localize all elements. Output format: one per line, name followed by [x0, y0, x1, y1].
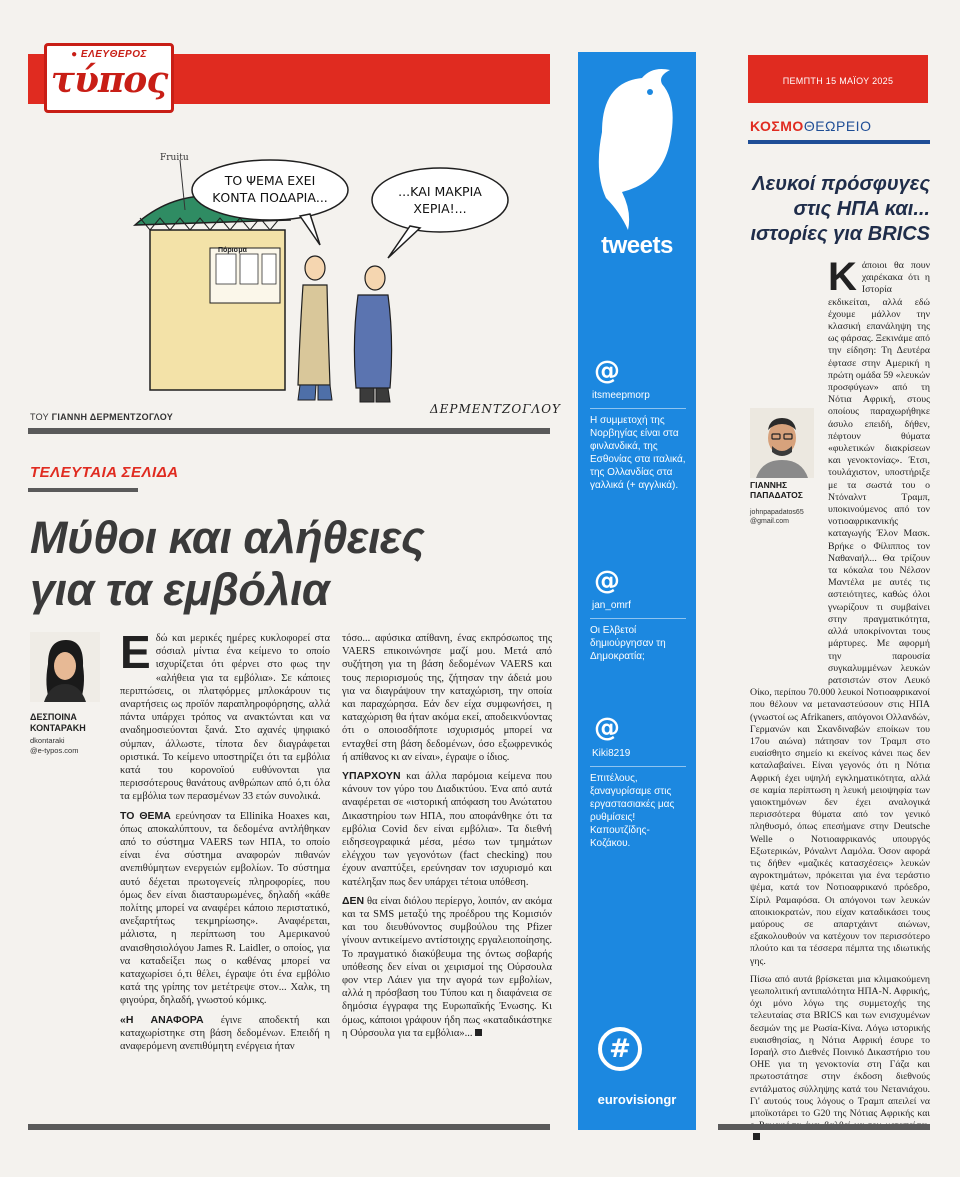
author-email-domain: @e-typos.com	[30, 746, 79, 755]
section-label: ΤΕΛΕΥΤΑΙΑ ΣΕΛΙΔΑ	[30, 464, 179, 481]
right-author-first-name: ΓΙΑΝΝΗΣ	[750, 480, 788, 490]
tweet-divider	[590, 408, 686, 409]
author-photo	[30, 632, 100, 702]
tweets-title: tweets	[601, 232, 673, 259]
bubble-right-line1: ...ΚΑΙ ΜΑΚΡΙΑ	[398, 184, 482, 199]
right-headline-line2: στις ΗΠΑ και...	[793, 198, 930, 220]
article-paragraph	[342, 770, 552, 889]
kiosk-sign-text: Πόρισμα	[218, 247, 247, 254]
tweet-handle-3[interactable]: Kiki8219	[592, 748, 631, 759]
bubble-left-line1: ΤΟ ΨΕΜΑ ΕΧΕΙ	[224, 173, 316, 188]
at-icon: @	[594, 356, 620, 386]
author-first-name: ΔΕΣΠΟΙΝΑ	[30, 712, 77, 722]
tweet-handle-1[interactable]: itsmeepmorp	[592, 390, 650, 401]
author-email-user: dkontaraki	[30, 736, 65, 745]
right-author-name	[750, 480, 820, 500]
tweet-text-2: Οι Ελβετοί δημιούργησαν τη Δημοκρατία;	[590, 625, 666, 662]
twitter-bird-icon	[592, 62, 682, 232]
bottom-rule-left	[28, 1124, 550, 1130]
right-author-photo	[750, 408, 814, 478]
editorial-cartoon	[120, 130, 560, 410]
article-paragraph	[120, 1014, 330, 1054]
issue-date: ΠΕΜΠΤΗ 15 ΜΑΪΟΥ 2025	[782, 76, 894, 86]
newspaper-logo[interactable]	[44, 43, 174, 113]
tweet-text-1: Η συμμετοχή της Νορβηγίας είναι στα φινλανδικά, της Εσθονίας στα ιταλικά, της Ολλανδίας στα γαλλικά (+ αγγλικά).	[590, 415, 686, 491]
section-title-part1: ΚΟΣΜΟ	[750, 118, 804, 134]
right-author-email[interactable]	[750, 508, 820, 526]
right-author-email-user: johnpapadatos65	[750, 509, 804, 516]
author-email[interactable]	[30, 736, 118, 756]
headline-line1: Μύθοι και αλήθειες	[30, 512, 425, 563]
right-dropcap: Κ	[828, 255, 857, 299]
at-icon: @	[594, 566, 620, 596]
paragraph-text: δώ και μερικές ημέρες κυκλοφορεί στα σόσιαλ μίντια ένα κείμενο το οποίο ισχυρίζεται ότι φέρνει στο φως την «αλήθεια για τα εμβόλια». Σε κάποιες περιπτώσεις, οι πλατφόρμες μπλοκάρουν τις αναρτήσεις ως προϊόν παραπληροφόρησης, αλλά πάντα υπάρχει τρόπος να ανακτώνται και να αναδημοσιεύονται ξανά. Στο αχανές ψηφιακό σύμπαν, άλλωστε, τίποτα δεν διαγράφεται οριστικά. Το κείμενο υποστηρίζει ότι τα εμβόλια κατά του κορονοϊού ευθύνονται για περισσότερους θανάτους ανθρώπων από ό,τι όλα τα εμβόλια των περασμένων 33 ετών συνολικά.	[120, 633, 330, 803]
paragraph-text: τόσο... αφύσικα απίθανη, ένας εκπρόσωπος της VAERS επικοινώνησε μαζί μου. Μετά από συζήτηση για τη βάση δεδομένων VAERS και τους περιορισμούς της, ζήτησαν την άδειά μου για να διαγράψουν την καταχώριση, την οποία και παραχώρησα. Εάν δεν είχα συμφωνήσει, η καταχώριση θα ήταν ακόμα εκεί, αποδεικνύοντας ότι ο οποιοσδήποτε ισχυρισμός μπορεί να ενταχθεί στη βάση δεδομένων, όσο εξωφρενικός ή απίθανος κι αν είναι», έγραψε ο ίδιος.	[342, 633, 552, 763]
right-headline-line3: ιστορίες για BRICS	[750, 223, 930, 245]
paragraph-text: και άλλα παρόμοια κείμενα που κάνουν τον γύρο του Διαδικτύου. Ένα από αυτά αναφέρεται σε «ιστορική απόφαση του Ανώτατου Δικαστηρίου των ΗΠΑ, που αποφάνθηκε ότι τα εμβόλια Covid δεν είναι εμβόλια». Τα διεθνή ειδησεογραφικά μέσα, μέσω των τμημάτων ελέγχου των γεγονότων (fact checking) που έχουν αναπτύξει, ερεύνησαν τον ισχυρισμό και κατέληξαν πως δεν υπάρχει τέτοια υπόθεση.	[342, 771, 552, 888]
article-paragraph	[120, 626, 330, 804]
author-last-name: ΚΟΝΤΑΡΑΚΗ	[30, 723, 86, 733]
right-author-last-name: ΠΑΠΑΔΑΤΟΣ	[750, 490, 803, 500]
article-column-2	[342, 632, 552, 1046]
logo-small-text: ● ΕΛΕΥΘΕΡΟΣ	[71, 49, 147, 60]
article-column-1	[120, 626, 331, 1053]
section-divider	[28, 428, 550, 434]
section-title-part2: ΘΕΩΡΕΙΟ	[803, 118, 872, 134]
tweet-divider	[590, 618, 686, 619]
article-paragraph	[342, 895, 552, 1040]
bubble-left-line2: ΚΟΝΤΑ ΠΟΔΑΡΙΑ...	[212, 190, 328, 205]
logo-big-text: τύπος	[50, 59, 168, 101]
author-name	[30, 712, 118, 734]
tweet-divider	[590, 766, 686, 767]
article-dropcap: Ε	[120, 626, 151, 678]
article-paragraph	[342, 632, 552, 764]
bottom-rule-right	[718, 1124, 930, 1130]
byline-prefix: ΤΟΥ	[30, 412, 49, 422]
cartoon-byline	[30, 412, 173, 422]
bubble-right-line2: ΧΕΡΙΑ!...	[413, 201, 467, 216]
tweets-column	[578, 52, 696, 1130]
kiosk-roof-text: Fruitu	[160, 153, 189, 163]
section-underline	[28, 488, 138, 492]
section-underline-blue	[748, 140, 930, 144]
right-author-email-domain: @gmail.com	[750, 518, 790, 525]
paragraph-lead: «Η ΑΝΑΦΟΡΑ	[120, 1013, 204, 1026]
paragraph-text: θα είναι διόλου περίεργο, λοιπόν, αν ακόμα και τα SMS μεταξύ της προέδρου της Κομισιόν και του διευθύνοντος συμβούλου της Pfizer γίνουν αντικείμενο αντίστοιχης εργαλειοποίησης. Το πραγματικό διακύβευμα της όντως σοβαρής υπόθεσης δεν είναι οι χειρισμοί της Ούρσουλα φον ντερ Λάιεν για την αγορά των εμβολίων, αλλά η πρόσβαση του Τύπου και η διαφάνεια σε δημόσια έγγραφα της Ευρωπαϊκής Ένωσης. Κι όμως, κάποιοι γράφουν ήδη πως «καταδικάστηκε η Ούρσουλα για τα εμβόλια»...	[342, 895, 552, 1039]
paragraph-lead: ΥΠΑΡΧΟΥΝ	[342, 770, 401, 783]
paragraph-text: έγινε αποδεκτή και καταχωρίστηκε στη βάση δεδομένων. Επειδή η αναφερόμενη ανεπιθύμητη ενέργεια ήταν	[120, 1014, 331, 1053]
section-title-kosmotheoreio	[750, 118, 871, 134]
paragraph-text: άποιοι θα πουν χαιρέκακα ότι η Ιστορία εκδικείται, αλλά εδώ έχουμε μάλλον την κλασική επανάληψη της ως φάρσας. Ξεκινάμε από την είδηση: Τη Δευτέρα έφτασε στην Αμερική η πρώτη ομάδα 59 «λευκών προσφύγων» από τη Νότια Αφρική, στους οποίους παραχωρήθηκε άσυλο επειδή, δήθεν, πέφτουν θύματα «φυλετικών διακρίσεων και γενοκτονίας». Έτσι, τουλάχιστον, υποστήριξε με τα σωστά του ο Ντόναλντ Τραμπ, υποκινούμενος από τον νοτιοαφρικανικής καταγωγής Έλον Μασκ. Βρήκε ο Φίλιππος τον Ναθαναήλ... Θα τρίζουν τα κόκαλα του Νέλσον Μαντέλα με αυτές τις αστειότητες, καθώς όλοι γνωρίζουν τι συμβαίνει στην πραγματικότητα, αλλά υποκρίνονται τους μάρτυρες. Με αφορμή την παρουσία συγκαλυμμένων λευκών ρατσιστών στον Λευκό Οίκο, περίπου 70.000 λευκοί Νοτιοαφρικανοί που θέλουν να μεταναστεύσουν στις ΗΠΑ (γνωστοί ως Afrikaners, απόγονοι Ολλανδών, Γερμανών και Σκανδιναβών εποίκων του 17ου αιώνα) πάτησαν τον Τραμπ στο ευαίσθητο σημείο κι εκείνος κάνει πως δεν καταλαβαίνει. Είναι γεγονός ότι η Νότια Αφρική έχει υψηλή εγκληματικότητα, αλλά σε καμία περίπτωση η λευκή μειοψηφία των γαιοκτημόνων δεν έχει αναλογικά περισσότερα θύματα από τον γενικό πληθυσμό, όπως επεσήμανε στην Deutsche Welle ο Νοτιοαφρικανός υπουργός Εξωτερικών, Ρόναλντ Λαμόλα. Όσον αφορά τις δήθεν «μαζικές κατασχέσεις» λευκών αγροκτημάτων, πρόκειται για ένα τεράστιο ψέμα, κατά τον Νοτιοαφρικανό πρόεδρο, Σίριλ Ραμαφόσα. Οι απόγονοι των λευκών αποικιοκρατών, που είχαν καταδικάσει τους μαύρους σε απαρτχάιντ αιώνων, εξακολουθούν να κατέχουν τον περισσότερο πλούτο και τα τέσσερα πέμπτα της ιδιωτικής γης.	[750, 260, 930, 967]
paragraph-text: ερεύνησαν τα Ellinika Hoaxes και, όπως αποκαλύπτουν, τα δεδομένα αντλήθηκαν από το σύστημα VAERS των ΗΠΑ, το οποίο είναι ένα σύστημα αναφορών πιθανών ανεπιθύμητων ενεργειών εμβολίων. Το σύστημα αυτό δέχεται πρωτογενείς πληροφορίες, που όμως δεν είναι διασταυρωμένες, δηλαδή «κάθε πολίτης μπορεί να αναφέρει κάποιο περιστατικό, ανεξαρτήτως τεκμηρίωσης». Αναφέρεται, μάλιστα, η περίπτωση του Αμερικανού αναισθησιολόγου James R. Laidler, ο οποίος, για να καταδείξει πως ο καθένας μπορεί να καταχωρίσει ό,τι θέλει, έγραψε ότι ένα εμβόλιο κατά της γρίπης τον μετέτρεψε στον... Χαλκ, τη φιγούρα, δηλαδή, γνωστού κόμικς.	[120, 810, 331, 1007]
tweets-hashtag-footer[interactable]: eurovisiongr	[597, 1092, 677, 1107]
at-icon: @	[594, 713, 620, 743]
hashtag-icon: #	[598, 1027, 642, 1071]
end-mark	[475, 1029, 482, 1036]
article-headline[interactable]	[30, 512, 550, 616]
end-mark	[753, 1133, 760, 1140]
right-paragraph	[750, 974, 930, 1145]
right-headline-line1: Λευκοί πρόσφυγες	[752, 173, 930, 195]
paragraph-lead: ΤΟ ΘΕΜΑ	[120, 809, 171, 822]
tweet-text-3: Επιτέλους, ξαναγυρίσαμε στις εργαστασιακές μας ρυθμίσεις! Καπουτζίδης-Κοζάκου.	[590, 773, 675, 849]
cartoon-signature: ΔΕΡΜΕΝΤΖΟΓΛΟΥ	[430, 402, 561, 416]
tweet-handle-2[interactable]: jan_omrf	[592, 600, 631, 611]
article-paragraph	[120, 810, 330, 1008]
byline-name: ΓΙΑΝΝΗ ΔΕΡΜΕΝΤΖΟΓΛΟΥ	[51, 412, 174, 422]
right-column-text	[750, 255, 930, 1151]
paragraph-text: Πίσω από αυτά βρίσκεται μια κλιμακούμενη γεωπολιτική αντιπαλότητα ΗΠΑ-Ν. Αφρικής, όχι μόνο λόγω της συμμετοχής της τελευταίας στα BRICS και των ενισχυμένων δεσμών της με Ρωσία-Κίνα. Λόγω ιστορικής ευαισθησίας, η Νότια Αφρική έσυρε το Ισραήλ στο Διεθνές Ποινικό Δικαστήριο του ΟΗΕ για τη γενοκτονία στη Γάζα και πρωτοστάτησε στην έκδοση διεθνούς εντάλματος σύλληψης κατά του Νετανιάχου. Γι' αυτούς τους λόγους ο Τραμπ απειλεί να μποϊκοτάρει το G20 της Νότιας Αφρικής και	[750, 973, 930, 1120]
right-headline[interactable]	[750, 172, 930, 247]
paragraph-lead: ΔΕΝ	[342, 894, 365, 907]
headline-line2: για τα εμβόλια	[30, 564, 330, 615]
